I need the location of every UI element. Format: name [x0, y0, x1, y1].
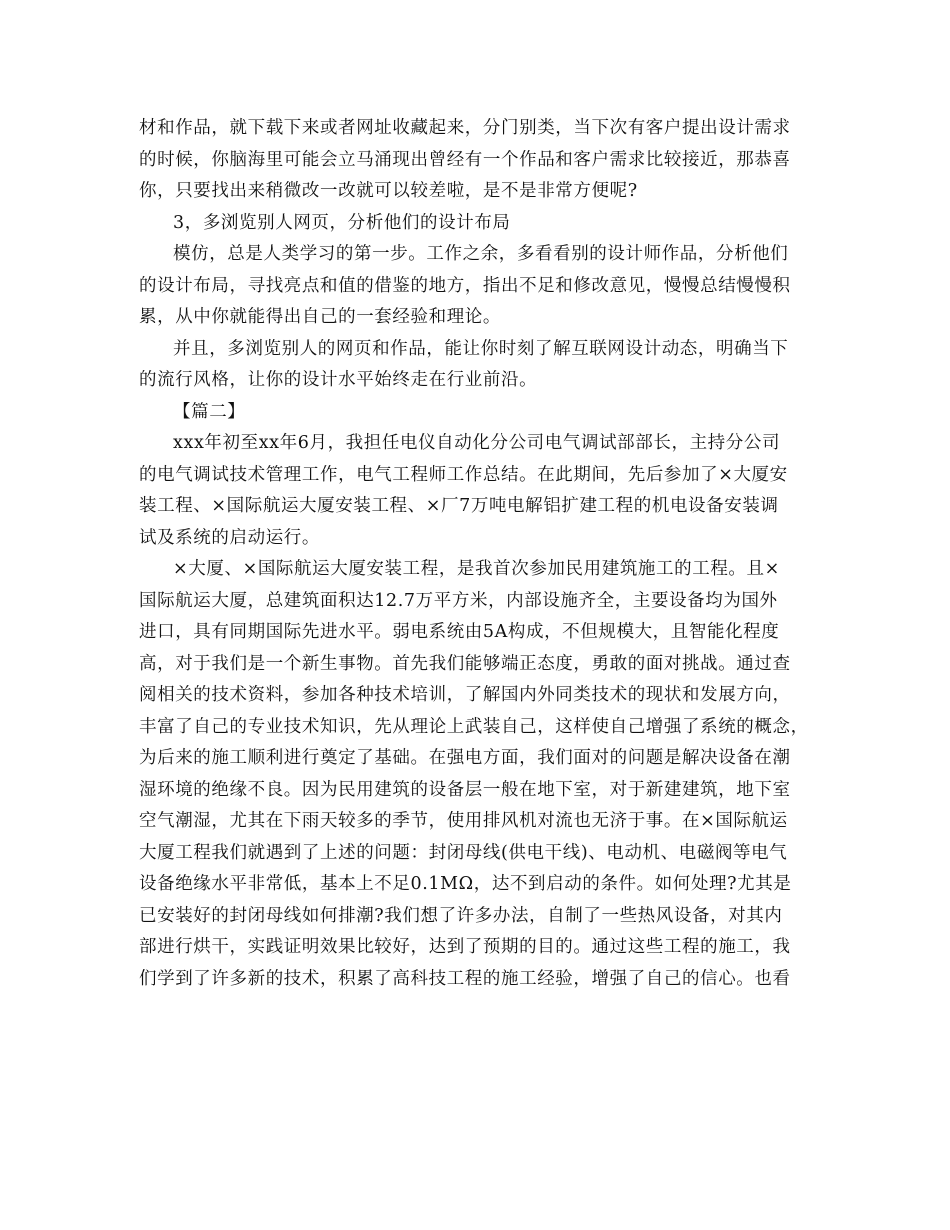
section-heading: 3，多浏览别人网页，分析他们的设计布局: [173, 212, 511, 233]
text-line: 部进行烘干，实践证明效果比较好，达到了预期的目的。通过这些工程的施工，我: [139, 937, 791, 957]
text-line: 们学到了许多新的技术，积累了高科技工程的施工经验，增强了自己的信心。也看: [139, 968, 791, 989]
text-line: 湿环境的绝缘不良。因为民用建筑的设备层一般在地下室，对于新建建筑，地下室: [139, 779, 791, 800]
text-line: 进口，具有同期国际先进水平。弱电系统由5A构成，不但规模大，且智能化程度: [139, 622, 780, 642]
text-line: 装工程、×国际航运大厦安装工程、×厂7万吨电解铝扩建工程的机电设备安装调: [139, 496, 779, 516]
text-line: 设备绝缘水平非常低，基本上不足0.1MΩ，达不到启动的条件。如何处理?尤其是: [139, 874, 792, 894]
text-line: 大厦工程我们就遇到了上述的问题：封闭母线(供电干线)、电动机、电磁阀等电气: [139, 842, 788, 863]
text-line: 已安装好的封闭母线如何排潮?我们想了许多办法，自制了一些热风设备，对其内: [139, 905, 783, 926]
text-line: 你，只要找出来稍微改一改就可以较差啦，是不是非常方便呢?: [139, 181, 638, 201]
text-line: 的电气调试技术管理工作，电气工程师工作总结。在此期间，先后参加了×大厦安: [139, 464, 788, 485]
document-body: [139, 113, 819, 995]
text-line: 国际航运大厦，总建筑面积达12.7万平方米，内部设施齐全，主要设备均为国外: [139, 590, 778, 611]
section-title: 【篇二】: [173, 401, 246, 422]
text-line: 丰富了自己的专业技术知识，先从理论上武装自己，这样使自己增强了系统的概念，: [139, 716, 809, 737]
text-line: 空气潮湿，尤其在下雨天较多的季节，使用排风机对流也无济于事。在×国际航运: [139, 811, 788, 831]
text-line: 并且，多浏览别人的网页和作品，能让你时刻了解互联网设计动态，明确当下: [173, 338, 789, 359]
text-line: 试及系统的启动运行。: [139, 527, 320, 548]
text-line: ×大厦、×国际航运大厦安装工程，是我首次参加民用建筑施工的工程。且×: [173, 559, 780, 579]
text-line: 累，从中你就能得出自己的一套经验和理论。: [139, 307, 501, 327]
text-line: 的流行风格，让你的设计水平始终走在行业前沿。: [139, 370, 538, 390]
text-line: 模仿，总是人类学习的第一步。工作之余，多看看别的设计师作品，分析他们: [173, 244, 789, 264]
text-line: 高，对于我们是一个新生事物。首先我们能够端正态度，勇敢的面对挑战。通过查: [139, 653, 791, 674]
text-line: 的设计布局，寻找亮点和值的借鉴的地方，指出不足和修改意见，慢慢总结慢慢积: [139, 275, 791, 296]
text-line: 为后来的施工顺利进行奠定了基础。在强电方面，我们面对的问题是解决设备在潮: [139, 748, 791, 768]
text-line: 阅相关的技术资料，参加各种技术培训，了解国内外同类技术的现状和发展方向，: [139, 685, 791, 705]
text-line: xxx年初至xx年6月，我担任电仪自动化分公司电气调试部部长，主持分公司: [173, 433, 781, 453]
text-line: 的时候，你脑海里可能会立马涌现出曾经有一个作品和客户需求比较接近，那恭喜: [139, 149, 791, 170]
text-line: 材和作品，就下载下来或者网址收藏起来，分门别类，当下次有客户提出设计需求: [139, 118, 791, 138]
